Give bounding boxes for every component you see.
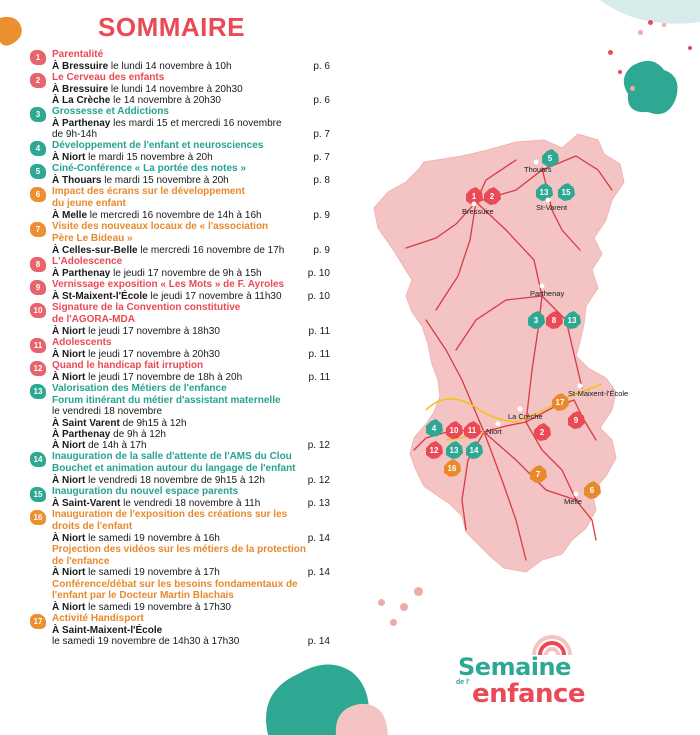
- entry-title[interactable]: Valorisation des Métiers de l'enfance: [52, 382, 227, 394]
- toc-entry-17[interactable]: [30, 613, 330, 647]
- entry-title[interactable]: Conférence/débat sur les besoins fondamentaux de: [52, 578, 298, 590]
- entry-page-number[interactable]: [326, 118, 330, 129]
- map-marker-label: 7: [535, 470, 541, 479]
- entry-date: le lundi 14 novembre à 20h30: [108, 83, 243, 95]
- entry-date: le samedi 19 novembre à 17h: [85, 567, 220, 579]
- entry-title[interactable]: Grossesse et Addictions: [52, 106, 169, 118]
- entry-title[interactable]: Parentalité: [52, 49, 104, 60]
- entry-number-badge: 14: [30, 452, 46, 467]
- entry-title[interactable]: Signature de la Convention constitutive: [52, 302, 241, 313]
- entry-place: À Niort: [52, 474, 86, 486]
- entry-title[interactable]: Le Cerveau des enfants: [52, 72, 165, 83]
- map-marker-label: 15: [561, 188, 571, 197]
- entry-place: À Niort: [52, 325, 86, 337]
- entry-title[interactable]: Activité Handisport: [52, 613, 144, 625]
- entry-place: À Niort: [52, 440, 86, 451]
- town-dot: [574, 492, 579, 497]
- entry-place: À Bressuire: [52, 60, 109, 72]
- entry-detail-text: [52, 210, 262, 221]
- toc-entry-4[interactable]: [30, 140, 330, 163]
- map-marker-label: 2: [489, 192, 495, 201]
- entry-page-number[interactable]: p. 12: [307, 474, 330, 486]
- entry-detail-text: [52, 602, 231, 613]
- entry-detail-line: [52, 625, 330, 636]
- entry-date: de 14h à 17h: [85, 440, 147, 451]
- deux-sevres-map: [366, 120, 628, 600]
- entry-detail-text: [52, 84, 243, 95]
- entry-date: le jeudi 17 novembre à 18h30: [85, 325, 220, 337]
- toc-entry-3[interactable]: [30, 106, 330, 140]
- entry-title[interactable]: Père Le Bideau »: [52, 233, 133, 244]
- entry-number-badge: 4: [30, 141, 46, 156]
- entry-date: le mardi 15 novembre à 20h: [101, 175, 229, 187]
- entry-number-badge: 11: [30, 338, 46, 353]
- entry-date: les mardi 15 et mercredi 16 novembre: [110, 118, 282, 129]
- toc-entry-9[interactable]: [30, 279, 330, 302]
- entry-detail-line: [52, 475, 330, 486]
- town-label: Niort: [486, 427, 502, 436]
- map-marker-label: 12: [429, 446, 439, 455]
- entry-title[interactable]: L'Adolescence: [52, 256, 123, 267]
- entry-page-number[interactable]: p. 11: [308, 325, 330, 337]
- entry-page-number[interactable]: p. 6: [313, 60, 330, 72]
- entry-date: de 9h-14h: [52, 129, 98, 141]
- entry-number-badge: 15: [30, 487, 46, 502]
- entry-detail-text: [52, 245, 284, 256]
- entry-number-badge: 2: [30, 73, 46, 88]
- entry-page-number[interactable]: [326, 406, 330, 417]
- entry-page-number[interactable]: [326, 625, 330, 636]
- entry-place: À Niort: [52, 567, 86, 579]
- entry-detail-text: [52, 268, 262, 279]
- entry-place: À Saint Varent: [52, 417, 120, 429]
- entry-detail-text: [52, 95, 221, 106]
- map-marker-label: 9: [573, 416, 579, 425]
- entry-date: de 9h à 12h: [110, 428, 166, 440]
- entry-page-number[interactable]: p. 11: [308, 371, 330, 383]
- town-label: Bressuire: [462, 207, 494, 216]
- map-marker-label: 2: [539, 428, 545, 437]
- entry-detail-text: [52, 291, 282, 302]
- entry-page-number[interactable]: p. 12: [307, 440, 330, 451]
- entry-date: le vendredi 18 novembre à 11h: [120, 497, 261, 509]
- entry-detail-line: [52, 418, 330, 429]
- entry-place: À Parthenay: [52, 267, 111, 279]
- map-marker-label: 16: [447, 464, 457, 473]
- entry-detail-text: [52, 440, 147, 451]
- toc-entry-2[interactable]: [30, 72, 330, 106]
- entry-page-number[interactable]: p. 11: [308, 348, 330, 360]
- entry-detail-line: [52, 268, 330, 279]
- entry-title[interactable]: Adolescents: [52, 336, 112, 348]
- entry-detail-text: [52, 406, 162, 417]
- town-dot: [496, 422, 501, 427]
- map-marker-label: 11: [467, 426, 477, 435]
- entry-detail-text: [52, 118, 282, 129]
- map-marker-label: 13: [567, 316, 577, 325]
- entry-title[interactable]: Vernissage exposition « Les Mots » de F. Ayroles: [52, 279, 285, 290]
- entry-detail-line: [52, 118, 330, 129]
- decor-bottom-pink-blob-icon: [330, 700, 390, 735]
- town-dot: [546, 198, 551, 203]
- toc-entry-13[interactable]: [30, 383, 330, 451]
- entry-page-number[interactable]: p. 14: [307, 567, 330, 579]
- town-label: St-Maixent-l'École: [568, 389, 628, 398]
- entry-page-number[interactable]: p. 6: [313, 95, 330, 106]
- page-title: SOMMAIRE: [98, 12, 245, 42]
- entry-page-number[interactable]: p. 14: [307, 532, 330, 544]
- entry-detail-text: [52, 152, 213, 163]
- entry-title[interactable]: Ciné-Conférence « La portée des notes »: [52, 163, 246, 175]
- entry-title[interactable]: Inauguration du nouvel espace parents: [52, 486, 239, 497]
- entry-page-number[interactable]: p. 7: [313, 129, 330, 141]
- entry-title[interactable]: droits de l'enfant: [52, 520, 133, 532]
- entry-page-number[interactable]: [326, 429, 330, 440]
- entry-page-number[interactable]: p. 10: [307, 290, 330, 302]
- entry-detail-line: [52, 602, 330, 613]
- entry-detail-line: [52, 152, 330, 163]
- entry-detail-text: [52, 326, 220, 337]
- entry-place: À Bressuire: [52, 83, 109, 95]
- entry-title[interactable]: de l'AGORA-MDA: [52, 313, 135, 325]
- map-marker-label: 5: [547, 154, 553, 163]
- entry-place: À Niort: [52, 348, 86, 360]
- entry-title[interactable]: Inauguration de la salle d'attente de l'AMS du Clou: [52, 451, 292, 463]
- entry-number-badge: 5: [30, 164, 46, 179]
- entry-date: le mercredi 16 novembre de 14h à 16h: [87, 210, 262, 221]
- map-marker-label: 10: [449, 426, 459, 435]
- entry-title[interactable]: l'enfant par le Docteur Martin Blachais: [52, 590, 234, 602]
- entry-number-badge: 12: [30, 361, 46, 376]
- entry-detail-text: [52, 533, 220, 544]
- entry-title[interactable]: Quand le handicap fait irruption: [52, 359, 204, 371]
- table-of-contents: [30, 49, 330, 648]
- entry-date: le jeudi 17 novembre à 20h30: [85, 348, 220, 360]
- town-dot: [578, 384, 583, 389]
- entry-title[interactable]: Forum itinérant du métier d'assistant maternelle: [52, 394, 281, 406]
- entry-detail-text: [52, 475, 265, 486]
- entry-detail-text: [52, 175, 229, 186]
- entry-detail-text: [52, 418, 187, 429]
- entry-title[interactable]: Bouchet et animation autour du langage de l'enfant: [52, 463, 296, 474]
- entry-page-number[interactable]: p. 9: [313, 244, 330, 256]
- entry-date: le mercredi 16 novembre de 17h: [137, 244, 285, 256]
- entry-place: À Parthenay: [52, 428, 111, 440]
- map-marker-label: 3: [533, 316, 539, 325]
- entry-detail-line: [52, 533, 330, 544]
- entry-number-badge: 6: [30, 187, 46, 202]
- entry-detail-text: [52, 567, 220, 578]
- entry-place: À Saint-Maixent-l'École: [52, 625, 163, 637]
- entry-page-number[interactable]: p. 14: [307, 636, 330, 648]
- entry-detail-line: [52, 175, 330, 186]
- entry-page-number[interactable]: [326, 418, 330, 429]
- town-dot: [518, 407, 523, 412]
- entry-page-number[interactable]: p. 13: [307, 497, 330, 509]
- entry-detail-line: [52, 636, 330, 647]
- toc-entry-1[interactable]: [30, 49, 330, 72]
- toc-entry-15[interactable]: [30, 486, 330, 509]
- entry-date: le mardi 15 novembre à 20h: [85, 152, 213, 164]
- entry-date: le samedi 19 novembre de 14h30 à 17h30: [52, 636, 240, 648]
- entry-detail-line: [52, 291, 330, 302]
- entry-detail-text: [52, 372, 242, 383]
- decor-pink-dots: [600, 20, 700, 130]
- entry-page-number[interactable]: p. 9: [313, 210, 330, 221]
- entry-detail-line: [52, 61, 330, 72]
- entry-page-number[interactable]: [326, 602, 330, 613]
- entry-date: le lundi 14 novembre à 10h: [108, 60, 232, 72]
- entry-number-badge: 13: [30, 384, 46, 399]
- entry-date: le 14 novembre à 20h30: [110, 95, 221, 106]
- toc-entry-16[interactable]: [30, 509, 330, 613]
- entry-title[interactable]: Impact des écrans sur le développement: [52, 186, 245, 198]
- town-dot: [540, 284, 545, 289]
- entry-place: À Celles-sur-Belle: [52, 244, 138, 256]
- entry-page-number[interactable]: [326, 84, 330, 95]
- entry-number-badge: 3: [30, 107, 46, 122]
- entry-page-number[interactable]: p. 7: [313, 152, 330, 164]
- map-marker-label: 1: [471, 192, 477, 201]
- entry-date: le jeudi 17 novembre de 9h à 15h: [110, 267, 262, 279]
- toc-entry-10[interactable]: [30, 302, 330, 337]
- map-marker-label: 4: [431, 424, 437, 433]
- entry-detail-line: [52, 498, 330, 509]
- town-dot: [472, 202, 477, 207]
- entry-title[interactable]: Visite des nouveaux locaux de « l'association: [52, 221, 269, 233]
- toc-entry-8[interactable]: [30, 256, 330, 279]
- decor-orange-blob-icon: [0, 14, 26, 54]
- entry-detail-line: [52, 349, 330, 360]
- entry-date: le jeudi 17 novembre à 11h30: [147, 290, 282, 302]
- entry-date: le vendredi 18 novembre de 9h15 à 12h: [85, 474, 265, 486]
- entry-detail-text: [52, 636, 239, 647]
- map-marker-label: 14: [469, 446, 479, 455]
- entry-date: le vendredi 18 novembre: [52, 406, 163, 418]
- entry-detail-line: [52, 95, 330, 106]
- entry-detail-line: [52, 372, 330, 383]
- entry-detail-line: [52, 567, 330, 578]
- entry-place: À La Crèche: [52, 95, 111, 106]
- entry-place: À Niort: [52, 152, 86, 164]
- map-marker-label: 13: [539, 188, 549, 197]
- entry-title[interactable]: du jeune enfant: [52, 198, 126, 210]
- map-marker-label: 13: [449, 446, 459, 455]
- entry-title[interactable]: Projection des vidéos sur les métiers de la protection: [52, 543, 306, 555]
- entry-detail-line: [52, 406, 330, 417]
- toc-entry-7[interactable]: [30, 221, 330, 256]
- entry-place: À Niort: [52, 602, 86, 614]
- entry-detail-text: [52, 625, 162, 636]
- entry-title[interactable]: Inauguration de l'exposition des créations sur les: [52, 509, 288, 520]
- entry-number-badge: 9: [30, 280, 46, 295]
- entry-place: À Parthenay: [52, 118, 111, 129]
- toc-sub-entry[interactable]: [52, 579, 330, 614]
- entry-number-badge: 7: [30, 222, 46, 237]
- entry-date: le samedi 19 novembre à 16h: [85, 532, 220, 544]
- logo-word-semaine: Semaine: [458, 653, 571, 681]
- entry-number-badge: 8: [30, 257, 46, 272]
- toc-entry-11[interactable]: [30, 337, 330, 360]
- entry-date: de 9h15 à 12h: [119, 417, 187, 429]
- entry-detail-line: [52, 245, 330, 256]
- entry-number-badge: 1: [30, 50, 46, 65]
- entry-detail-line: [52, 326, 330, 337]
- toc-entry-6[interactable]: [30, 186, 330, 221]
- entry-number-badge: 16: [30, 510, 46, 525]
- entry-detail-line: [52, 429, 330, 440]
- entry-title[interactable]: Développement de l'enfant et neurosciences: [52, 140, 264, 152]
- entry-title[interactable]: de l'enfance: [52, 555, 110, 567]
- logo-word-enfance: enfance: [472, 679, 586, 709]
- entry-detail-line: [52, 210, 330, 221]
- town-label: Melle: [564, 497, 582, 506]
- entry-place: À Melle: [52, 210, 88, 221]
- entry-date: le jeudi 17 novembre de 18h à 20h: [85, 371, 243, 383]
- entry-place: À Niort: [52, 371, 86, 383]
- town-dot: [534, 160, 539, 165]
- entry-detail-text: [52, 129, 97, 140]
- logo-word-de: de l': [456, 679, 470, 686]
- entry-number-badge: 17: [30, 614, 46, 629]
- toc-entry-12[interactable]: [30, 360, 330, 383]
- toc-entry-14[interactable]: [30, 451, 330, 486]
- entry-place: À Niort: [52, 532, 86, 544]
- entry-detail-line: [52, 129, 330, 140]
- entry-detail-text: [52, 61, 232, 72]
- semaine-enfance-logo: [452, 627, 602, 709]
- entry-place: À St-Maixent-l'École: [52, 290, 148, 302]
- entry-detail-text: [52, 349, 220, 360]
- town-label: Thouars: [524, 165, 552, 174]
- town-label: St-Varent: [536, 203, 568, 212]
- entry-detail-line: [52, 440, 330, 451]
- town-label: Parthenay: [530, 289, 565, 298]
- entry-detail-text: [52, 429, 166, 440]
- entry-detail-line: [52, 84, 330, 95]
- entry-date: le samedi 19 novembre à 17h30: [85, 602, 231, 614]
- entry-number-badge: 10: [30, 303, 46, 318]
- toc-entry-5[interactable]: [30, 163, 330, 186]
- entry-place: À Saint-Varent: [52, 497, 121, 509]
- toc-sub-entry[interactable]: [52, 544, 330, 579]
- map-marker-label: 8: [551, 316, 557, 325]
- entry-page-number[interactable]: p. 8: [313, 175, 330, 187]
- entry-page-number[interactable]: p. 10: [307, 267, 330, 279]
- map-marker-label: 6: [589, 486, 595, 495]
- entry-place: À Thouars: [52, 175, 102, 187]
- town-label: La Crèche: [508, 412, 543, 421]
- map-marker-label: 17: [555, 398, 565, 407]
- entry-detail-text: [52, 498, 260, 509]
